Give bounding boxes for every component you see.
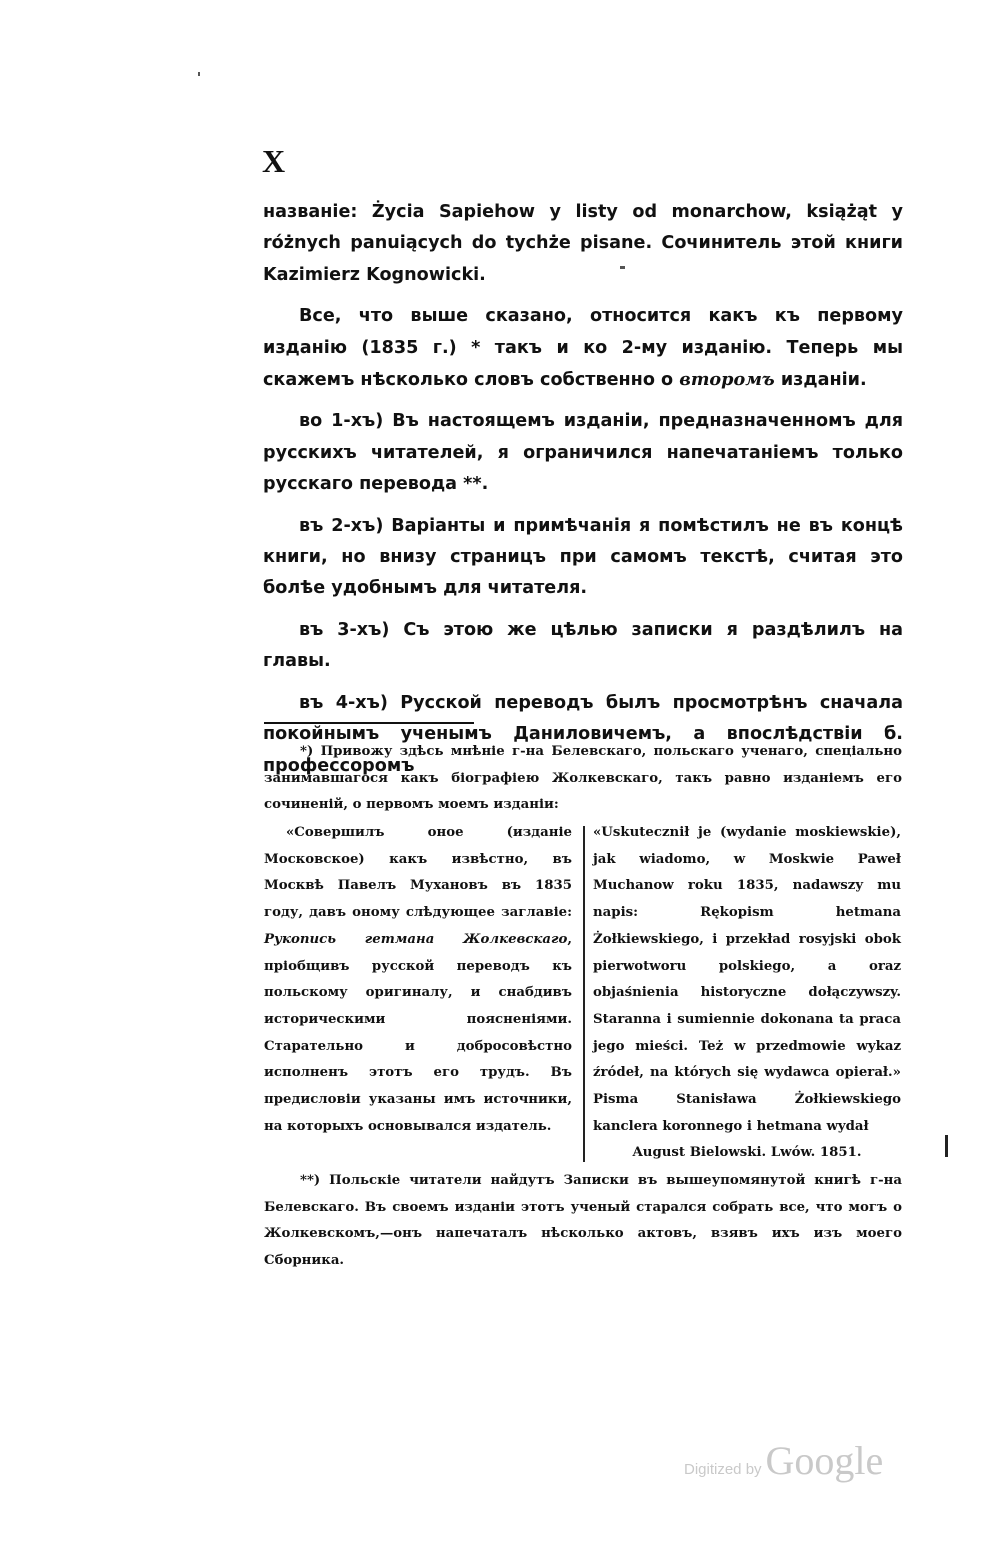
page-number: X: [262, 143, 287, 179]
paragraph-editions-tail: изданіи.: [774, 370, 867, 391]
footnote-1-text: *) Привожу здѣсь мнѣніе г-на Белевскаго, польскаго ученаго, спеціально занимавшагося какъ біографіею Жолкевскаго, такъ равно изданіемъ его сочиненій, о первомъ моемъ изданіи:: [264, 744, 902, 813]
watermark-small: Digitized by: [684, 1461, 762, 1478]
footnote-1: [264, 739, 902, 819]
quote-column-russian: [264, 820, 572, 1140]
paragraph-title-continuation: названіе: Życia Sapiehow y listy od monarchow, książąt y różnych panuiących do tychże pisane. Сочинитель этой книги Kazimierz Kognowicki.: [263, 202, 903, 285]
footnote-2: [264, 1168, 902, 1275]
italic-word-second: второмъ: [679, 369, 775, 391]
paragraph-point-4: въ 4-хъ) Русской переводъ былъ просмотрѣнъ сначала покойнымъ ученымъ Даниловичемъ, а впослѣдствіи б. профессоромъ: [263, 692, 903, 776]
paragraph-point-2: въ 2-хъ) Варіанты и примѣчанія я помѣстилъ не въ концѣ книги, но внизу страницъ при самомъ текстѣ, считая это болѣе удобнымъ для читателя.: [263, 515, 903, 599]
paragraph-point-1: во 1-хъ) Въ настоящемъ изданіи, предназначенномъ для русскихъ читателей, я ограничился напечатаніемъ только русскаго перевода **.: [263, 411, 903, 495]
scan-speck: [945, 1135, 948, 1157]
paragraph-editions: [263, 301, 903, 396]
quote-russian-text: [264, 820, 572, 1140]
paragraph-editions-text: Все, что выше сказано, относится какъ къ первому изданію (1835 г.) * такъ и ко 2-му изданію. Теперь мы скажемъ нѣсколько словъ собственно о: [263, 306, 903, 391]
quote-column-polish: [593, 820, 901, 1167]
main-body-text: [263, 197, 903, 792]
footnote-2-text: **) Польскіе читатели найдутъ Записки въ вышеупомянутой книгѣ г-на Белевскаго. Въ своемъ изданіи этотъ ученый старался собрать все, что могъ о Жолкевскомъ,—онъ напечаталъ нѣсколько актовъ, взявъ ихъ изъ моего Сборника.: [264, 1173, 902, 1269]
scan-speck: [620, 266, 625, 269]
watermark-google-logo: Google: [765, 1438, 884, 1483]
scan-speck: [198, 72, 200, 76]
quote-russian-italic-title: Рукопись гетмана Жолкевскаго: [264, 931, 568, 947]
quote-russian-after: , пріобщивъ русской переводъ къ польскому оригиналу, и снабдивъ историческими поясненіями. Старательно и добросовѣстно исполненъ этотъ его трудъ. Въ предисловіи указаны имъ источники, на которыхъ основывался издатель.: [264, 931, 572, 1134]
footnote-separator-rule: [264, 722, 474, 724]
column-divider: [583, 826, 585, 1162]
quote-polish-signature: August Bielowski. Lwów. 1851.: [632, 1145, 862, 1161]
digitized-by-google-watermark: [684, 1437, 883, 1484]
paragraph-point-3: въ 3-хъ) Съ этою же цѣлью записки я раздѣлилъ на главы.: [263, 619, 903, 672]
quote-polish-text: «Uskutecznił je (wydanie moskiewskie), jak wiadomo, w Moskwie Paweł Muchanow roku 1835, nadawszy mu napis: Rękopism hetmana Żołkiewskiego, i przekład rosyjski obok pierwotworu polskiego, a oraz objaśnienia historyczne dołączywszy. Starannа i sumiennie dokonana ta praca jego mieści. Też w przedmowie wykaz źródeł, na których się wydawca opierał.» Pisma Stanisława Żołkiewskiego kanclera koronnego i hetmana wydał: [593, 825, 901, 1134]
quote-russian-before: «Совершилъ оное (изданіе Московское) какъ извѣстно, въ Москвѣ Павелъ Мухановъ въ 1835 году, давъ оному слѣдующее заглавіе:: [264, 825, 572, 921]
